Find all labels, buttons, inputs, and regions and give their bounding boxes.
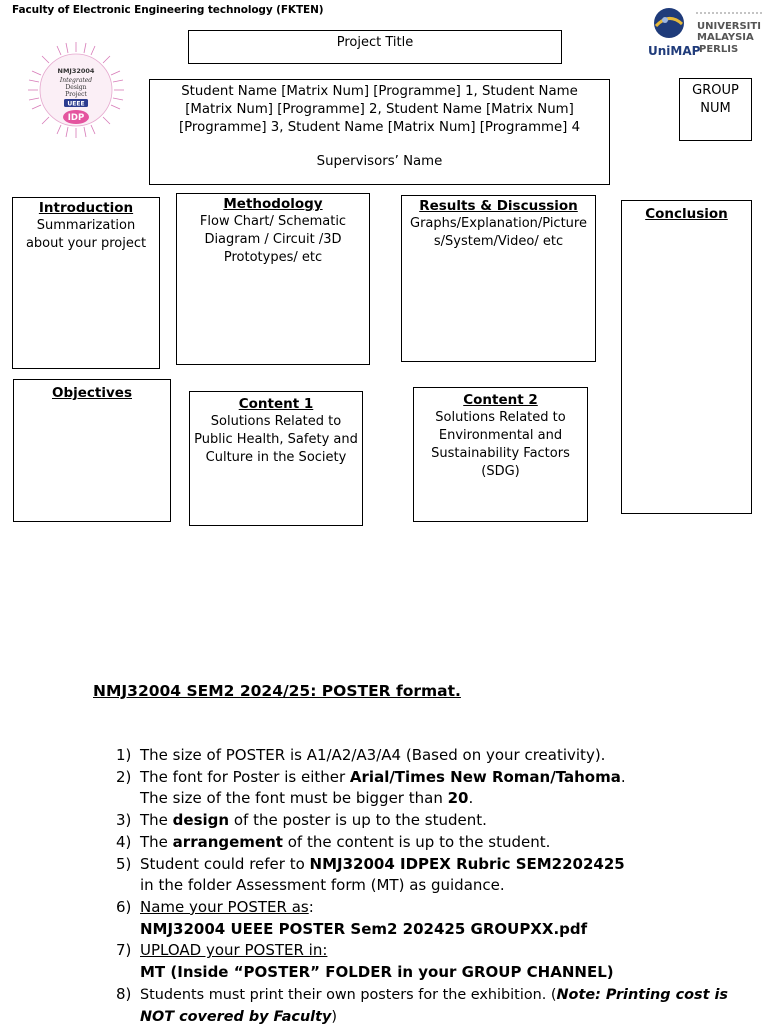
rule-item [116,767,756,810]
rule-number: 1) [116,746,132,764]
university-logo [646,6,764,60]
idp-line2-text: Design [65,84,87,91]
rule-number: 4) [116,832,132,851]
rule-bold-text: MT (Inside “POSTER” FOLDER in your GROUP CHANNEL) [140,963,614,982]
rule-bold-text: design [172,811,230,830]
rule-bold-text: NMJ32004 IDPEX Rubric SEM2202425 [309,854,625,873]
rule-number: 3) [116,811,132,830]
university-line3-text: PERLIS [699,44,739,55]
rule-text: : [308,897,314,916]
rule-text: Students must print their own posters for the exhibition. ( [140,986,557,1003]
content2-body: Solutions Related to Environmental and Sustainability Factors (SDG) [431,410,570,479]
project-title: Project Title [336,35,414,50]
rule-text: The [140,832,173,851]
idp-line3-text: Project [65,91,87,98]
content1-heading: Content 1 [238,396,314,412]
results-heading: Results & Discussion [419,198,578,214]
university-brand-text: UniMAP [648,44,701,58]
rule-item [116,984,756,1029]
methodology-body: Flow Chart/ Schematic Diagram / Circuit /3D Prototypes/ etc [199,214,347,265]
rule-number: 8) [116,984,132,1003]
idp-code-text: NMJ32004 [57,67,95,75]
section-results [401,195,596,362]
section-content-2 [413,387,588,522]
conclusion-heading: Conclusion [645,206,728,222]
section-content-1 [189,391,363,526]
rule-underlined-text: UPLOAD your POSTER in: [140,941,328,960]
rule-text: . [620,767,626,786]
idp-logo [26,40,126,140]
idp-logo-graphic [26,40,126,140]
rule-item [116,745,756,767]
rule-text: . [468,789,474,808]
supervisors-name: Supervisors’ Name [316,154,443,169]
idp-badge-text: UEEE [67,100,85,108]
section-conclusion [621,200,752,514]
rule-bold-text: 20 [447,789,469,808]
rule-text: The font for Poster is either [140,767,350,786]
introduction-heading: Introduction [38,200,134,216]
group-num-box [679,78,752,141]
format-title: NMJ32004 SEM2 2024/25: POSTER format. [93,682,461,700]
content1-body: Solutions Related to Public Health, Safety and Culture in the Society [194,414,358,465]
project-title-box [188,30,562,64]
rule-bold-text: Arial/Times New Roman/Tahoma [349,767,621,786]
rule-bold-text: NMJ32004 UEEE POSTER Sem2 202425 GROUPXX.pdf [140,919,588,938]
rule-item [116,854,756,897]
introduction-body: Summarization about your project [25,218,147,251]
student-names: Student Name [Matrix Num] [Programme] 1, Student Name [Matrix Num] [Programme] 2, Student Name [Matrix Num] [Programme] 3, Student Name [Matrix Num] [Programme] 4 [178,84,581,135]
university-logo-graphic [646,6,764,60]
idp-line1-text: Integrated [59,77,93,84]
rule-text: Student could refer to [140,854,310,873]
rule-bold-italic-text: Note: Printing cost is NOT covered by Faculty [140,986,728,1026]
rule-underlined-text: Name your POSTER as [140,897,309,916]
rule-number: 6) [116,897,132,916]
rule-text: of the content is up to the student. [282,832,551,851]
content2-heading: Content 2 [463,392,538,408]
methodology-heading: Methodology [223,196,323,212]
idp-mark-text: IDP [67,113,85,123]
results-body: Graphs/Explanation/Picture s/System/Video/ etc [410,216,587,249]
rule-number: 5) [116,854,132,873]
section-introduction [12,197,160,369]
rule-text: ) [331,1009,338,1026]
section-methodology [176,193,370,365]
rule-text: of the poster is up to the student. [229,811,487,830]
rule-item [116,810,756,832]
group-num: GROUP NUM [692,83,739,116]
university-line1-text: UNIVERSITI [697,21,761,32]
rule-text: The [140,811,173,830]
rule-item [116,832,756,854]
students-box [149,79,610,185]
rule-text: The size of POSTER is A1/A2/A3/A4 (Based on your creativity). [140,746,606,764]
university-line2-text: MALAYSIA [697,32,754,43]
objectives-heading: Objectives [52,385,132,401]
rule-number: 7) [116,941,132,960]
rule-item [116,897,756,940]
section-objectives [13,379,171,522]
rule-item [116,940,756,983]
format-rules-list [116,745,756,1029]
rule-bold-text: arrangement [172,832,283,851]
faculty-name: Faculty of Electronic Engineering technology (FKTEN) [12,4,324,16]
rule-number: 2) [116,767,132,786]
rule-text: The size of the font must be bigger than [140,789,448,808]
rule-text: in the folder Assessment form (MT) as guidance. [140,876,505,895]
